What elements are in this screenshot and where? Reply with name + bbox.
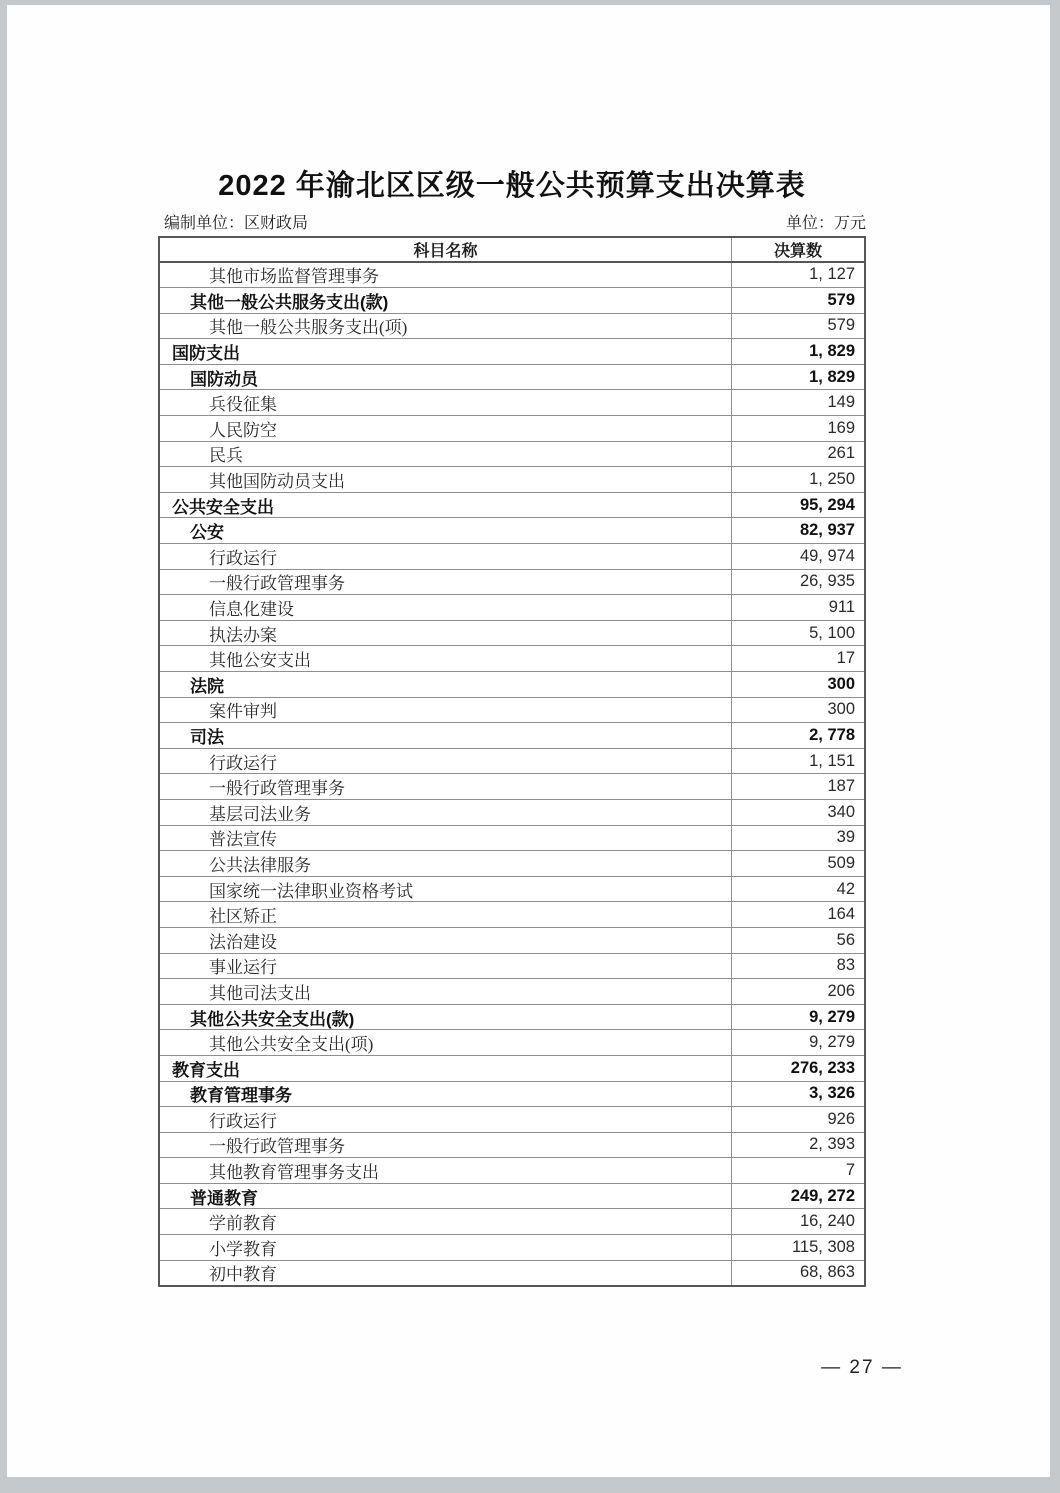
table-row — [160, 851, 864, 877]
subject-name-cell: 司法 — [160, 723, 732, 748]
table-row — [160, 314, 864, 340]
final-amount-cell: 206 — [827, 981, 855, 1000]
table-row — [160, 954, 864, 980]
subject-name-cell: 一般行政管理事务 — [160, 774, 732, 799]
final-amount-cell: 2, 393 — [809, 1135, 855, 1154]
subject-name-cell: 信息化建设 — [160, 595, 732, 620]
final-amount-cell: 149 — [827, 393, 855, 412]
table-row — [160, 800, 864, 826]
subject-name-cell: 行政运行 — [160, 544, 732, 569]
table-row — [160, 1133, 864, 1159]
table-row — [160, 621, 864, 647]
subject-name-cell: 国家统一法律职业资格考试 — [160, 877, 732, 902]
subject-name-cell: 基层司法业务 — [160, 800, 732, 825]
subject-name-cell: 事业运行 — [160, 954, 732, 979]
subject-name-cell: 其他一般公共服务支出(项) — [160, 314, 732, 339]
table-row — [160, 1107, 864, 1133]
final-amount-cell: 579 — [827, 290, 855, 309]
subject-name-cell: 行政运行 — [160, 749, 732, 774]
final-amount-cell: 261 — [827, 444, 855, 463]
subject-name-cell: 一般行政管理事务 — [160, 1133, 732, 1158]
table-row — [160, 518, 864, 544]
final-amount-cell: 300 — [827, 674, 855, 693]
final-amount-cell: 579 — [827, 316, 855, 335]
final-amount-cell: 26, 935 — [799, 572, 855, 591]
subject-name-cell: 小学教育 — [160, 1235, 732, 1260]
table-row — [160, 646, 864, 672]
subject-name-cell: 公共法律服务 — [160, 851, 732, 876]
subject-name-cell: 法治建设 — [160, 928, 732, 953]
table-row — [160, 672, 864, 698]
table-row — [160, 877, 864, 903]
table-row — [160, 1235, 864, 1261]
table-row — [160, 979, 864, 1005]
page-number: — 27 — — [821, 1357, 903, 1378]
final-amount-cell: 340 — [827, 802, 855, 821]
final-amount-cell: 169 — [827, 418, 855, 437]
subject-name-cell: 公安 — [160, 518, 732, 543]
final-amount-cell: 2, 778 — [809, 725, 855, 744]
subject-name-cell: 法院 — [160, 672, 732, 697]
subject-name-cell: 其他公共安全支出(款) — [160, 1005, 732, 1030]
subject-name-cell: 执法办案 — [160, 621, 732, 646]
table-row — [160, 1158, 864, 1184]
subject-name-cell: 学前教育 — [160, 1209, 732, 1234]
table-row — [160, 595, 864, 621]
table-row — [160, 1261, 864, 1286]
table-row — [160, 493, 864, 519]
unit-label: 单位：万元 — [785, 215, 866, 232]
table-row — [160, 339, 864, 365]
final-amount-cell: 9, 279 — [809, 1007, 855, 1026]
final-amount-cell: 5, 100 — [809, 623, 855, 642]
final-amount-cell: 95, 294 — [799, 495, 855, 514]
subject-name-cell: 其他教育管理事务支出 — [160, 1158, 732, 1183]
document-page — [7, 5, 1050, 1477]
column-header-final-amount: 决算数 — [773, 242, 822, 260]
table-row — [160, 1209, 864, 1235]
table-row — [160, 928, 864, 954]
table-row — [160, 698, 864, 724]
final-amount-cell: 1, 127 — [809, 265, 855, 284]
budget-expenditure-table — [158, 236, 866, 1287]
subject-name-cell: 其他公共安全支出(项) — [160, 1030, 732, 1055]
subject-name-cell: 民兵 — [160, 442, 732, 467]
final-amount-cell: 164 — [827, 905, 855, 924]
subject-name-cell: 其他公安支出 — [160, 646, 732, 671]
final-amount-cell: 56 — [836, 930, 855, 949]
final-amount-cell: 926 — [827, 1109, 855, 1128]
subject-name-cell: 社区矫正 — [160, 902, 732, 927]
table-row — [160, 1082, 864, 1108]
table-row — [160, 826, 864, 852]
final-amount-cell: 1, 829 — [809, 342, 855, 361]
table-meta-row — [164, 210, 866, 233]
table-body — [160, 263, 864, 1286]
final-amount-cell: 7 — [845, 1161, 855, 1180]
final-amount-cell: 17 — [836, 649, 855, 668]
subject-name-cell: 国防动员 — [160, 365, 732, 390]
table-row — [160, 442, 864, 468]
final-amount-cell: 249, 272 — [790, 1186, 855, 1205]
final-amount-cell: 83 — [836, 956, 855, 975]
final-amount-cell: 1, 151 — [809, 751, 855, 770]
table-row — [160, 570, 864, 596]
final-amount-cell: 911 — [828, 598, 855, 617]
table-row — [160, 390, 864, 416]
final-amount-cell: 115, 308 — [791, 1237, 855, 1256]
table-row — [160, 288, 864, 314]
table-row — [160, 1056, 864, 1082]
final-amount-cell: 3, 326 — [809, 1084, 855, 1103]
subject-name-cell: 初中教育 — [160, 1261, 732, 1286]
subject-name-cell: 普法宣传 — [160, 826, 732, 851]
subject-name-cell: 行政运行 — [160, 1107, 732, 1132]
final-amount-cell: 187 — [827, 777, 855, 796]
subject-name-cell: 案件审判 — [160, 698, 732, 723]
final-amount-cell: 1, 250 — [809, 470, 855, 489]
subject-name-cell: 教育支出 — [160, 1056, 732, 1081]
table-header-row — [160, 238, 864, 263]
subject-name-cell: 国防支出 — [160, 339, 732, 364]
table-row — [160, 416, 864, 442]
table-row — [160, 544, 864, 570]
subject-name-cell: 普通教育 — [160, 1184, 732, 1209]
table-row — [160, 723, 864, 749]
final-amount-cell: 49, 974 — [799, 546, 855, 565]
subject-name-cell: 兵役征集 — [160, 390, 732, 415]
final-amount-cell: 68, 863 — [799, 1263, 855, 1282]
table-row — [160, 467, 864, 493]
table-row — [160, 902, 864, 928]
final-amount-cell: 16, 240 — [799, 1212, 855, 1231]
subject-name-cell: 一般行政管理事务 — [160, 570, 732, 595]
table-row — [160, 749, 864, 775]
final-amount-cell: 42 — [836, 879, 855, 898]
subject-name-cell: 公共安全支出 — [160, 493, 732, 518]
final-amount-cell: 276, 233 — [790, 1058, 855, 1077]
subject-name-cell: 教育管理事务 — [160, 1082, 732, 1107]
final-amount-cell: 9, 279 — [809, 1033, 855, 1052]
compiling-unit-label: 编制单位：区财政局 — [164, 215, 309, 232]
subject-name-cell: 其他一般公共服务支出(款) — [160, 288, 732, 313]
final-amount-cell: 82, 937 — [799, 521, 855, 540]
final-amount-cell: 300 — [827, 700, 855, 719]
table-row — [160, 1005, 864, 1031]
subject-name-cell: 人民防空 — [160, 416, 732, 441]
subject-name-cell: 其他国防动员支出 — [160, 467, 732, 492]
final-amount-cell: 509 — [827, 853, 855, 872]
column-header-subject-name: 科目名称 — [160, 238, 732, 261]
subject-name-cell: 其他市场监督管理事务 — [160, 263, 732, 288]
page-title: 2022 年渝北区区级一般公共预算支出决算表 — [218, 170, 806, 202]
subject-name-cell: 其他司法支出 — [160, 979, 732, 1004]
table-row — [160, 1030, 864, 1056]
table-row — [160, 263, 864, 289]
table-row — [160, 365, 864, 391]
final-amount-cell: 1, 829 — [809, 367, 855, 386]
table-row — [160, 1184, 864, 1210]
table-row — [160, 774, 864, 800]
final-amount-cell: 39 — [836, 828, 855, 847]
